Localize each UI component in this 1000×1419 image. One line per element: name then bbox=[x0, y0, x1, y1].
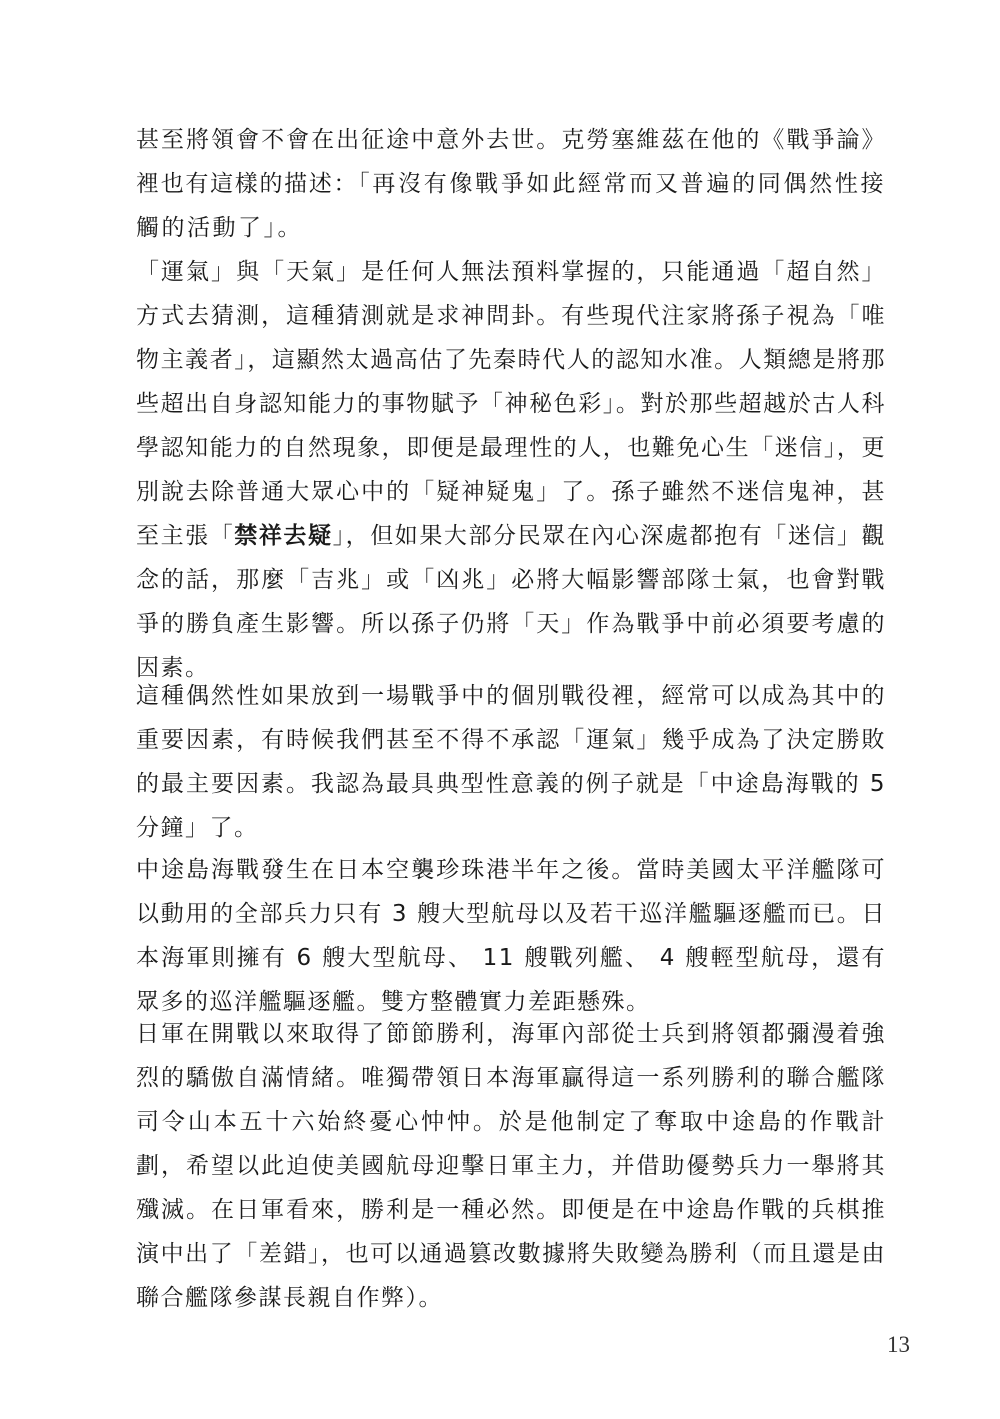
paragraph-text: 日軍在開戰以來取得了節節勝利，海軍內部從士兵到將領都彌漫着強烈的驕傲自滿情緒。唯獨帶領日本海軍贏得這一系列勝利的聯合艦隊司令山本五十六始終憂心忡忡。於是他制定了奪取中途島的作戰計劃，希望以此迫使美國航母迎擊日軍主力，并借助優勢兵力一舉將其殲滅。在日軍看來，勝利是一種必然。即便是在中途島作戰的兵棋推演中出了「差錯」，也可以通過篡改數據將失敗變為勝利（而且還是由聯合艦隊參謀長親自作弊）。 bbox=[136, 1021, 886, 1311]
paragraph-chance-in-battle bbox=[136, 674, 886, 850]
page-number: 13 bbox=[887, 1332, 910, 1357]
clausewitz-quote: 「再沒有像戰爭如此經常而又普遍的同偶然性接觸的活動了」。 bbox=[136, 171, 887, 241]
paragraph-luck-and-weather bbox=[136, 250, 886, 690]
paragraph-text: 「運氣」與「天氣」是任何人無法預料掌握的，只能通過「超自然」方式去猜測，這種猜測就是求神問卦。有些現代注家將孫子視為「唯物主義者」，這顯然太過高估了先秦時代人的認知水准。人類總是將那些超出自身認知能力的事物賦予「神秘色彩」。對於那些超越於古人科學認知能力的自然現象，即便是最理性的人，也難免心生「迷信」，更別說去除普通大眾心中的「疑神疑鬼」了。孫子雖然不迷信鬼神，甚至主張「 bbox=[136, 259, 886, 549]
paragraph-midway-forces bbox=[136, 848, 886, 1024]
paragraph-text: 中途島海戰發生在日本空襲珍珠港半年之後。當時美國太平洋艦隊可以動用的全部兵力只有 3 艘大型航母以及若干巡洋艦驅逐艦而已。日本海軍則擁有 6 艘大型航母、 11 艘戰列艦、 4 艘輕型航母，還有眾多的巡洋艦驅逐艦。雙方整體實力差距懸殊。 bbox=[136, 857, 886, 1015]
paragraph-text: 這種偶然性如果放到一場戰爭中的個別戰役裡，經常可以成為其中的重要因素，有時候我們甚至不得不承認「運氣」幾乎成為了決定勝敗的最主要因素。我認為最具典型性意義的例子就是「中途島海戰的 5 分鐘」了。 bbox=[136, 683, 886, 841]
emphasis-term: 禁祥去疑 bbox=[234, 522, 333, 549]
paragraph-japanese-overconfidence bbox=[136, 1012, 886, 1320]
paragraph-clausewitz-quote bbox=[136, 118, 886, 250]
paragraph-text: 甚至將領會不會在出征途中意外去世。克勞塞維茲在他的《戰爭論》裡也有這樣的描述： bbox=[136, 127, 886, 197]
paragraph-text: 」，但如果大部分民眾在內心深處都抱有「迷信」觀念的話，那麼「吉兆」或「凶兆」必將大幅影響部隊士氣，也會對戰爭的勝負產生影響。所以孫子仍將「天」作為戰爭中前必須要考慮的因素。 bbox=[136, 523, 887, 681]
